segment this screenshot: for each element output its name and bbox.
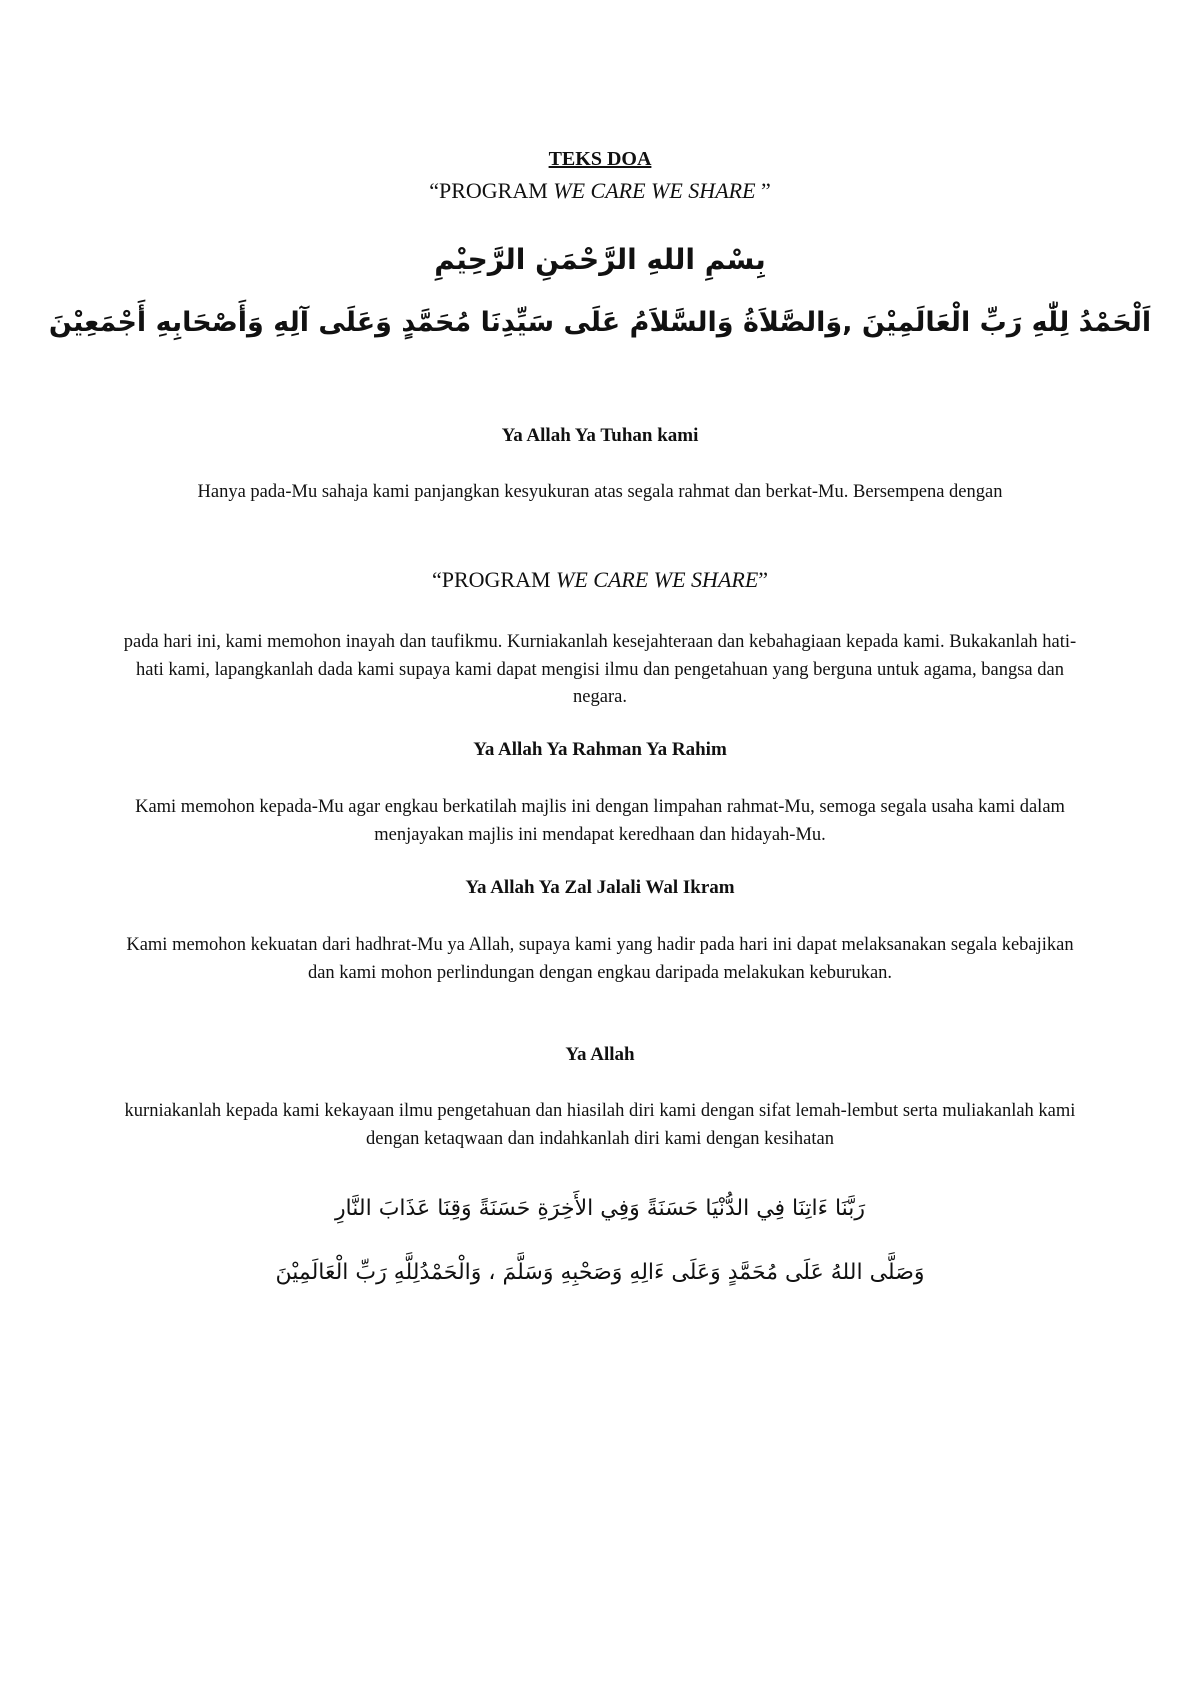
section-paragraph-4: kurniakanlah kepada kami kekayaan ilmu pengetahuan dan hiasilah diri kami dengan sifat lemah-lembut serta muliakanlah kami dengan ketaqwaan dan indahkanlah diri kami dengan kesihatan (124, 1101, 1076, 1149)
arabic-salawat: وَصَلَّى اللهُ عَلَى مُحَمَّدٍ وَعَلَى ءَالِهِ وَصَحْبِهِ وَسَلَّمَ ، وَالْحَمْدُلِلَّهِ رَبِّ الْعَالَمِيْنَ (275, 1260, 925, 1285)
document-title-text: TEKS DOA (548, 148, 652, 170)
section-paragraph-1b: pada hari ini, kami memohon inayah dan taufikmu. Kurniakanlah kesejahteraan dan kebahagiaan kepada kami. Bukakanlah hati-hati kami, lapangkanlah dada kami supaya kami dapat mengisi ilmu dan pengetahuan yang berguna untuk agama, bangsa dan negara. (123, 632, 1077, 707)
section-heading-1: Ya Allah Ya Tuhan kami (501, 425, 699, 446)
arabic-hamdalah: اَلْحَمْدُ لِلّٰهِ رَبِّ الْعَالَمِيْنَ ,وَالصَّلاَةُ وَالسَّلاَمُ عَلَى سَيِّدِنَا مُحَمَّدٍ وَعَلَى آلِهِ وَأَصْحَابِهِ أَجْمَعِيْنَ (48, 307, 1152, 338)
program-prefix: “PROGRAM (429, 178, 554, 203)
section-paragraph-3: Kami memohon kekuatan dari hadhrat-Mu ya Allah, supaya kami yang hadir pada hari ini dapat melaksanakan segala kebajikan dan kami mohon perlindungan dengan engkau daripada melakukan keburukan. (126, 935, 1074, 983)
section-heading-4: Ya Allah (565, 1044, 635, 1065)
program-name: WE CARE WE SHARE (556, 567, 759, 592)
section-heading-3: Ya Allah Ya Zal Jalali Wal Ikram (465, 877, 735, 898)
arabic-rabbana: رَبَّنَا ءَاتِنَا فِي الدُّنْيَا حَسَنَةً وَفِي الأَخِرَةِ حَسَنَةً وَقِنَا عَذَابَ النَّارِ (334, 1196, 866, 1221)
section-paragraph-2: Kami memohon kepada-Mu agar engkau berkatilah majlis ini dengan limpahan rahmat-Mu, semoga segala usaha kami dalam menjayakan majlis ini mendapat keredhaan dan hidayah-Mu. (135, 797, 1065, 845)
document-title (0, 147, 1200, 171)
section-paragraph-1: Hanya pada-Mu sahaja kami panjangkan kesyukuran atas segala rahmat dan berkat-Mu. Bersempena dengan (197, 482, 1003, 502)
program-suffix: ” (758, 567, 769, 592)
arabic-basmalah: بِسْمِ اللهِ الرَّحْمَنِ الرَّحِيْمِ (434, 243, 766, 276)
section-heading-2: Ya Allah Ya Rahman Ya Rahim (473, 739, 727, 760)
program-name-inline (0, 567, 1200, 593)
program-suffix: ” (755, 178, 771, 203)
program-name-header (0, 178, 1200, 204)
program-name: WE CARE WE SHARE (553, 178, 756, 203)
program-prefix: “PROGRAM (431, 567, 557, 592)
